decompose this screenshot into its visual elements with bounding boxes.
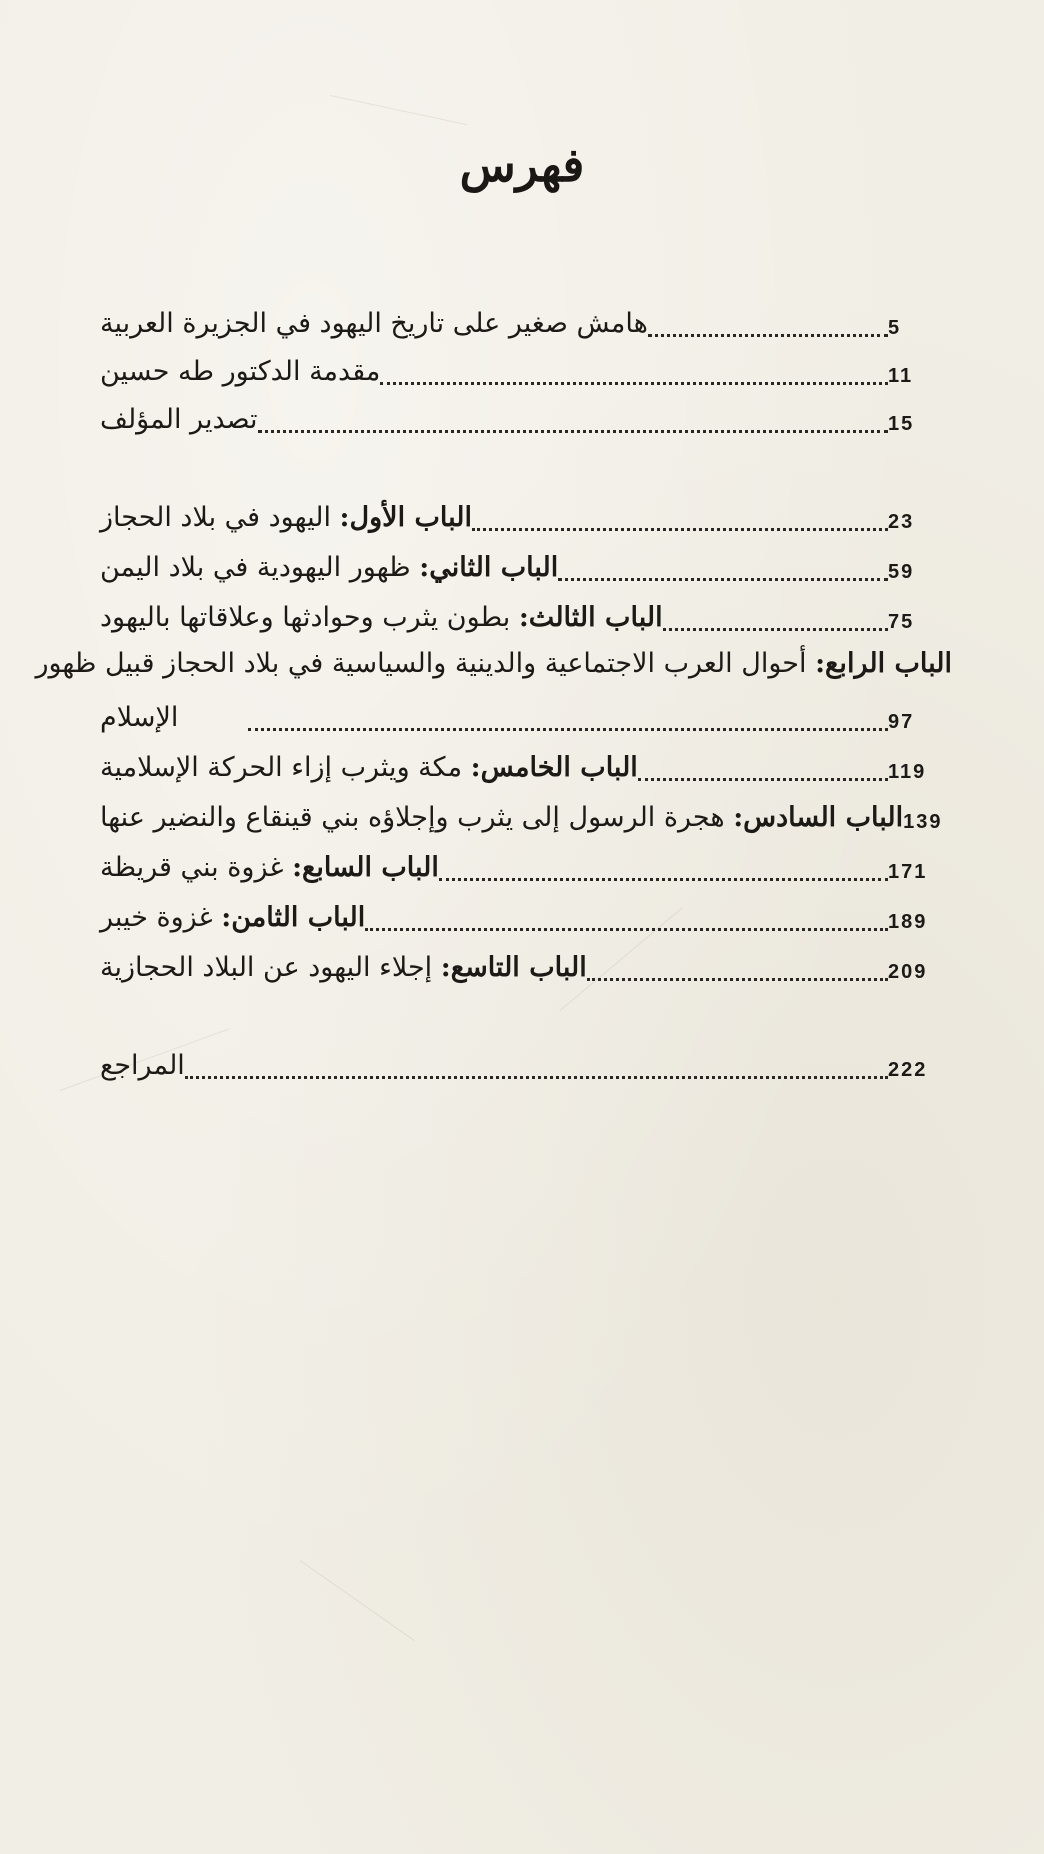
toc-chapter-entry[interactable] [90, 892, 952, 940]
chapter-title: مكة ويثرب إزاء الحركة الإسلامية [100, 752, 463, 783]
toc-page-number: 5 [888, 317, 902, 339]
toc-entry-title [90, 496, 472, 540]
toc-entry[interactable] [90, 298, 952, 346]
chapter-title: اليهود في بلاد الحجاز [100, 502, 331, 533]
toc-entry-title [90, 746, 638, 790]
toc-entry-title: المراجع [100, 1050, 185, 1081]
dot-leader [439, 878, 888, 881]
toc-entry-title [90, 796, 903, 840]
toc-entry[interactable] [90, 346, 952, 394]
toc-entry[interactable] [90, 1040, 952, 1088]
chapter-label: الباب الثالث: [518, 602, 663, 633]
toc-page-number: 15 [888, 413, 915, 435]
toc-page-number: 59 [888, 561, 915, 583]
chapter-title: غزوة خيبر [100, 902, 213, 933]
dot-leader [558, 578, 888, 581]
toc-entry-title [90, 896, 365, 940]
toc-page-number: 171 [888, 861, 928, 883]
toc-chapter-entry-line2[interactable] [90, 692, 952, 740]
toc-entry-title: مقدمة الدكتور طه حسين [100, 356, 381, 387]
dot-leader [380, 382, 888, 385]
toc-page-number: 75 [888, 611, 915, 633]
chapter-title: ظهور اليهودية في بلاد اليمن [100, 552, 411, 583]
toc-chapter-entry[interactable] [90, 842, 952, 890]
paper-scratch [300, 1560, 415, 1641]
toc-page-number: 189 [888, 911, 928, 933]
toc-entry-title: تصدير المؤلف [100, 404, 258, 435]
chapter-title: غزوة بني قريظة [100, 852, 284, 883]
toc-chapter-entry[interactable] [90, 542, 952, 590]
chapter-label: الباب الرابع: [815, 648, 952, 679]
toc-page-number: 23 [888, 511, 915, 533]
chapter-label: الباب الخامس: [470, 752, 638, 783]
toc-page-number: 209 [888, 961, 928, 983]
toc-page-number: 11 [888, 365, 914, 387]
toc-chapter-entry[interactable] [90, 592, 952, 640]
toc-heading: فهرس [459, 138, 585, 192]
toc-page-number: 139 [903, 811, 943, 833]
dot-leader [365, 928, 888, 931]
chapter-title: أحوال العرب الاجتماعية والدينية والسياسية في بلاد الحجاز قبيل ظهور [35, 648, 807, 679]
toc-entry-title [90, 596, 663, 640]
dot-leader [663, 628, 888, 631]
dot-leader [648, 334, 888, 337]
chapter-label: الباب السابع: [292, 852, 439, 883]
chapter-label: الباب السادس: [733, 802, 904, 833]
paper-scratch [330, 95, 467, 125]
toc-chapter-entry[interactable] [90, 942, 952, 990]
chapter-title: إجلاء اليهود عن البلاد الحجازية [100, 952, 433, 983]
toc-entry-title: هامش صغير على تاريخ اليهود في الجزيرة العربية [100, 308, 648, 339]
dot-leader [587, 978, 888, 981]
toc-chapter-entry[interactable] [90, 792, 952, 840]
dot-leader [248, 728, 888, 731]
chapter-label: الباب الثاني: [419, 552, 559, 583]
toc-entry[interactable] [90, 394, 952, 442]
toc-page-number: 119 [888, 761, 927, 783]
dot-leader [638, 778, 888, 781]
toc-entry-title [90, 946, 587, 990]
chapter-label: الباب التاسع: [440, 952, 587, 983]
dot-leader [258, 430, 888, 433]
toc-chapter-entry-line1[interactable] [35, 642, 952, 686]
chapter-title: بطون يثرب وحوادثها وعلاقاتها باليهود [100, 602, 511, 633]
toc-entry-title [90, 546, 558, 590]
chapter-label: الباب الأول: [339, 502, 472, 533]
toc-chapter-entry[interactable] [90, 742, 952, 790]
toc-entry-title [90, 846, 439, 890]
dot-leader [472, 528, 888, 531]
toc-page-number: 222 [888, 1059, 928, 1081]
dot-leader [185, 1076, 888, 1079]
toc-page-number: 97 [888, 711, 915, 733]
chapter-title: هجرة الرسول إلى يثرب وإجلاؤه بني قينقاع والنضير عنها [100, 802, 725, 833]
chapter-title-cont: الإسلام [100, 702, 179, 733]
toc-chapter-entry[interactable] [90, 492, 952, 540]
chapter-label: الباب الثامن: [221, 902, 366, 933]
